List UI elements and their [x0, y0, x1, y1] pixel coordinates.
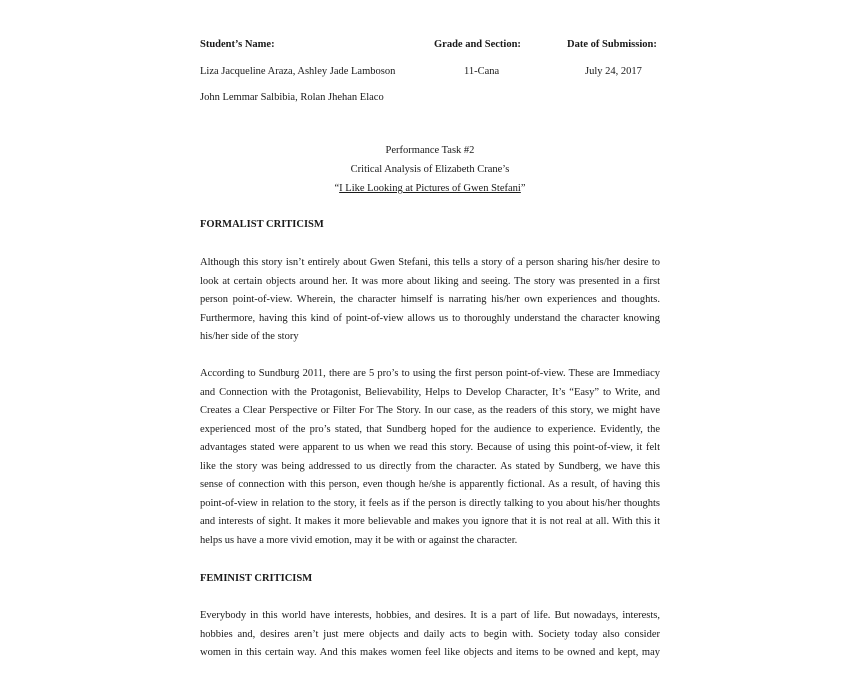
paragraph-line: Although this story isn’t entirely about Gwen Stefani, this tells a story of a person sharing his/her desire to: [200, 257, 660, 268]
grade-section-label: Grade and Section:: [434, 39, 521, 50]
formalist-paragraph-1: [200, 254, 660, 347]
feminist-paragraph-1: [200, 607, 660, 663]
task-title: Performance Task #2: [385, 145, 475, 156]
paragraph-line: look at certain objects around her. It was more about liking and seeing. The story was presented in a first: [200, 275, 660, 287]
paragraph-line: hobbies and, desires aren’t just mere objects and daily acts to begin with. Society today also consider: [200, 628, 660, 640]
feminist-heading: FEMINIST CRITICISM: [200, 573, 313, 584]
paragraph-line: women in this certain way. And this makes women feel like objects and items to be owned and kept, may: [200, 647, 660, 658]
paragraph-line: like the story was being addressed to us directly from the character. As stated by Sundberg, we have this: [200, 460, 660, 472]
paragraph-line: and Connection with the Protagonist, Believability, Helps to Develop Character, It’s “Easy” to Write, and: [200, 386, 660, 398]
analysis-title: Critical Analysis of Elizabeth Crane’s: [350, 164, 510, 175]
paragraph-line: According to Sundburg 2011, there are 5 pro’s to using the first person point-of-view. These are Immediacy: [200, 368, 660, 379]
student-names-line-1: Liza Jacqueline Araza, Ashley Jade Lamboson: [200, 66, 396, 77]
paragraph-line: his/her side of the story: [200, 331, 299, 342]
paragraph-line: advantages stated were apparent to us when we read this story. Because of using this point-of-view, it felt: [200, 442, 660, 453]
open-quote: “: [334, 183, 340, 194]
paragraph-line: and interests of sight. It makes it more believable and makes you ignore that it is not real at all. With this it: [200, 516, 660, 527]
grade-section-value: 11-Cana: [464, 66, 500, 77]
date-submission-label: Date of Submission:: [567, 39, 657, 50]
paragraph-line: helps us have a more vivid emotion, may it be with or against the character.: [200, 534, 518, 546]
paragraph-line: Creates a Clear Perspective or Filter For The Story. In our case, as the readers of this story, we might have: [200, 405, 660, 416]
story-title-line: [200, 183, 660, 194]
formalist-paragraph-2: [200, 365, 660, 550]
formalist-heading: FORMALIST CRITICISM: [200, 219, 324, 230]
paragraph-line: Furthermore, having this kind of point-of-view allows us to thoroughly understand the character knowing: [200, 312, 660, 324]
paragraph-line: Everybody in this world have interests, hobbies, and desires. It is a part of life. But nowadays, interests,: [200, 610, 660, 621]
student-names-line-2: John Lemmar Salbibia, Rolan Jhehan Elaco: [200, 92, 384, 103]
student-name-label: Student’s Name:: [200, 39, 275, 50]
paragraph-line: experienced most of the pro’s stated, that Sundberg hoped for the audience to experience. Evidently, the: [200, 423, 660, 435]
paragraph-line: point-of-view in relation to the story, it feels as if the person is directly talking to you about his/her thoughts: [200, 497, 660, 509]
paragraph-line: person point-of-view. Wherein, the character himself is narrating his/her own experiences and thoughts.: [200, 294, 660, 305]
story-title: I Like Looking at Pictures of Gwen Stefani: [339, 183, 521, 194]
date-submission-value: July 24, 2017: [585, 66, 642, 77]
paragraph-line: sense of connection with this person, even though he/she is apparently fictional. As a result, of having this: [200, 479, 660, 490]
close-quote: ”: [520, 183, 526, 194]
